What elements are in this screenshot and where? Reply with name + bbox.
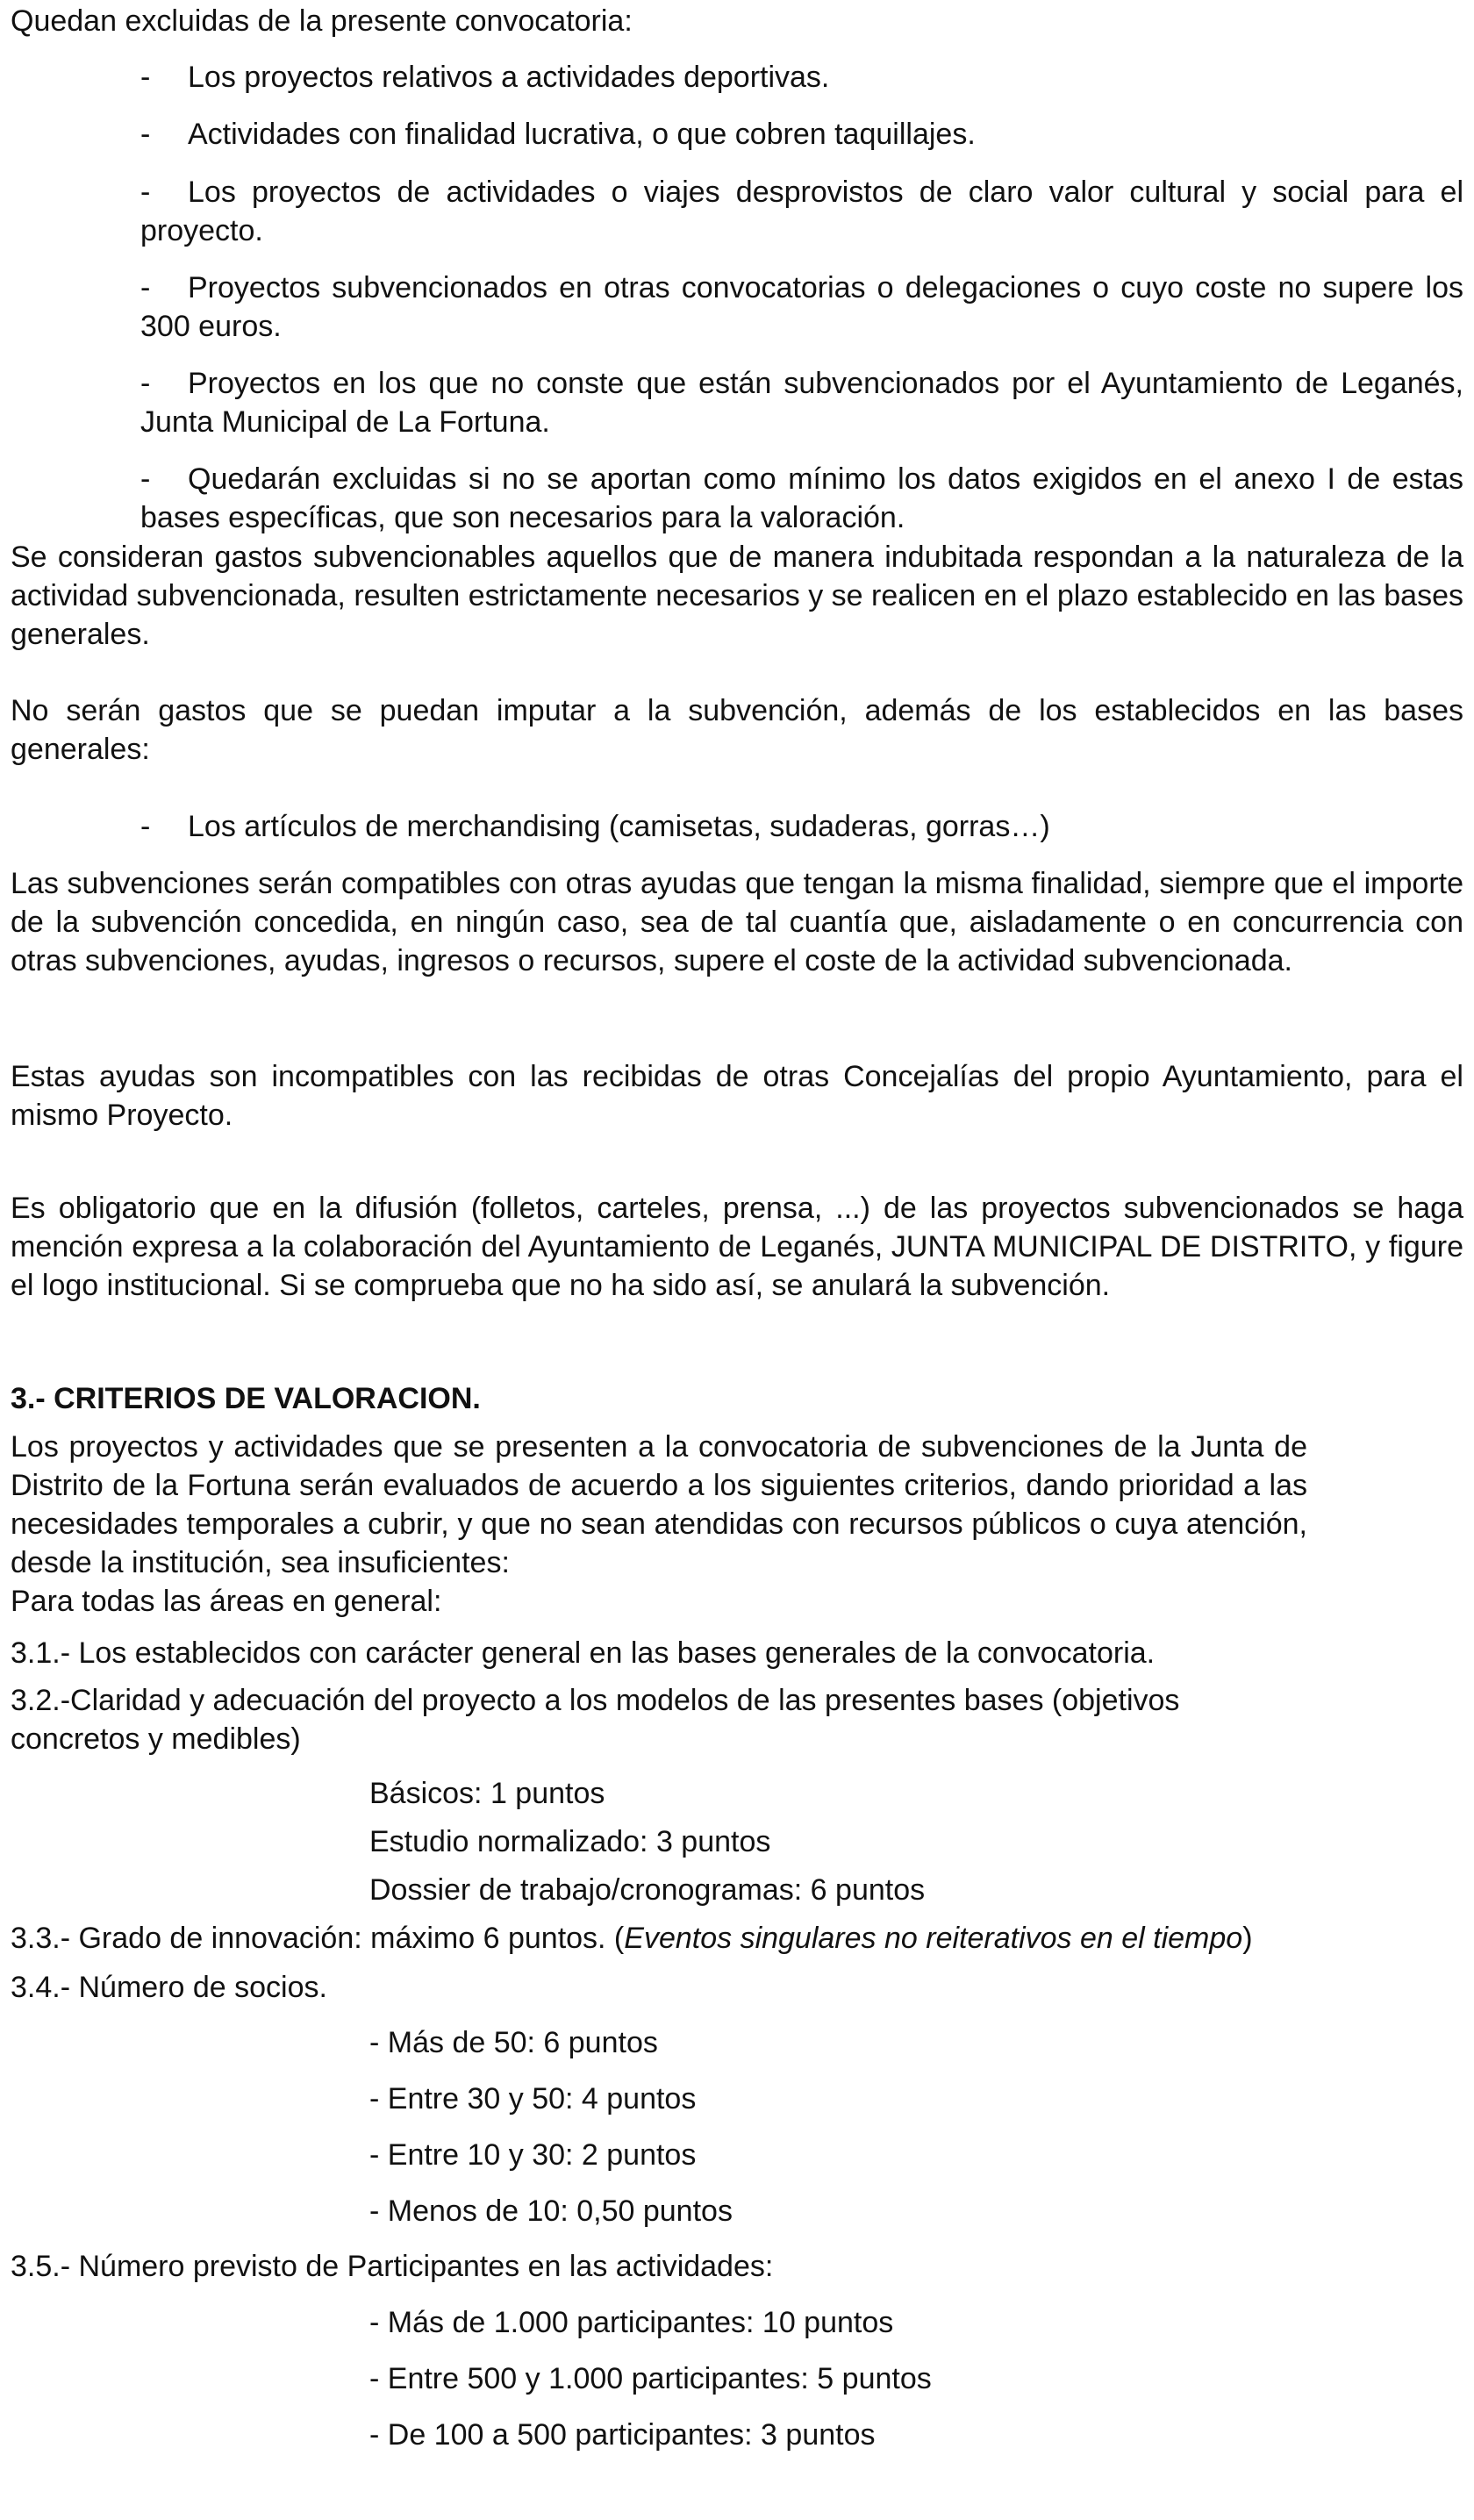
criterio-3-5-item: - De 100 a 500 participantes: 3 puntos (369, 2418, 876, 2452)
criterio-3-4-item: - Entre 10 y 30: 2 puntos (369, 2138, 697, 2172)
exclusions-intro: Quedan excluidas de la presente convocatoria: (11, 4, 633, 38)
criterio-3-4-item: - Entre 30 y 50: 4 puntos (369, 2082, 697, 2116)
dash-bullet: - (140, 175, 151, 209)
dash-bullet: - (140, 271, 151, 304)
dash-bullet: - (140, 61, 151, 94)
exclusion-item: - Proyectos en los que no conste que están subvencionados por el Ayuntamiento de Leganés, Junta Municipal de La Fortuna. (140, 364, 1463, 441)
dash-bullet: - (140, 810, 151, 843)
criterio-3-3: 3.3.- Grado de innovación: máximo 6 puntos. (Eventos singulares no reiterativos en el tiempo) (11, 1922, 1253, 1955)
exclusion-item: - Los proyectos de actividades o viajes desprovistos de claro valor cultural y social para el proyecto. (140, 173, 1463, 250)
paragraph-criterios-intro: Los proyectos y actividades que se presenten a la convocatoria de subvenciones de la Junta de Distrito de la Fortuna serán evaluados de acuerdo a los siguientes criterios, dando prioridad a las necesidades temporales a cubrir, y que no sean atendidas con recursos públicos o cuya atención, desde la institución, sea insuficientes: (11, 1430, 1307, 1579)
dash-bullet: - (140, 367, 151, 400)
paragraph-gastos-subvencionables: Se consideran gastos subvencionables aquellos que de manera indubitada respondan a la naturaleza de la actividad subvencionada, resulten estrictamente necesarios y se realicen en el plazo establecido en las bases generales. (11, 541, 1463, 651)
paragraph-difusion: Es obligatorio que en la difusión (folletos, carteles, prensa, ...) de las proyectos subvencionados se haga mención expresa a la colaboración del Ayuntamiento de Leganés, JUNTA MUNICIPAL DE DISTRITO, y figure el logo institucional. Si se comprueba que no ha sido así, se anulará la subvención. (11, 1192, 1463, 1302)
dash-bullet: - (140, 118, 151, 151)
criterio-3-5: 3.5.- Número previsto de Participantes en las actividades: (11, 2250, 774, 2283)
exclusion-item: - Actividades con finalidad lucrativa, o que cobren taquillajes. (140, 115, 1463, 154)
no-imputable-item: - Los artículos de merchandising (camisetas, sudaderas, gorras…) (140, 807, 1050, 846)
exclusion-item: - Los proyectos relativos a actividades deportivas. (140, 58, 1463, 97)
criterio-general: Para todas las áreas en general: (11, 1585, 442, 1618)
criterio-3-2-item: Básicos: 1 puntos (369, 1777, 605, 1810)
criterio-3-4-item: - Más de 50: 6 puntos (369, 2026, 658, 2059)
criterio-3-2-item: Dossier de trabajo/cronogramas: 6 puntos (369, 1873, 926, 1907)
criterio-3-5-item: - Entre 500 y 1.000 participantes: 5 puntos (369, 2362, 932, 2395)
criterio-3-4: 3.4.- Número de socios. (11, 1971, 327, 2004)
paragraph-compatibilidad: Las subvenciones serán compatibles con otras ayudas que tengan la misma finalidad, siempre que el importe de la subvención concedida, en ningún caso, sea de tal cuantía que, aisladamente o en concurrencia con otras subvenciones, ayudas, ingresos o recursos, supere el coste de la actividad subvencionada. (11, 867, 1463, 977)
criterio-3-2: 3.2.-Claridad y adecuación del proyecto a los modelos de las presentes bases (objetivos concretos y medibles) (11, 1684, 1180, 1756)
exclusion-item: - Quedarán excluidas si no se aportan como mínimo los datos exigidos en el anexo I de estas bases específicas, que son necesarios para la valoración. (140, 460, 1463, 537)
paragraph-incompatibilidad: Estas ayudas son incompatibles con las recibidas de otras Concejalías del propio Ayuntamiento, para el mismo Proyecto. (11, 1060, 1463, 1132)
criterio-3-5-item: - Más de 1.000 participantes: 10 puntos (369, 2306, 894, 2339)
criterio-3-2-item: Estudio normalizado: 3 puntos (369, 1825, 771, 1858)
dash-bullet: - (140, 462, 151, 496)
exclusion-item: - Proyectos subvencionados en otras convocatorias o delegaciones o cuyo coste no supere los 300 euros. (140, 268, 1463, 346)
criterio-3-1: 3.1.- Los establecidos con carácter general en las bases generales de la convocatoria. (11, 1636, 1156, 1670)
criterio-3-4-item: - Menos de 10: 0,50 puntos (369, 2194, 733, 2228)
section-heading: 3.- CRITERIOS DE VALORACION. (11, 1382, 481, 1415)
paragraph-no-imputables: No serán gastos que se puedan imputar a la subvención, además de los establecidos en las bases generales: (11, 694, 1463, 766)
